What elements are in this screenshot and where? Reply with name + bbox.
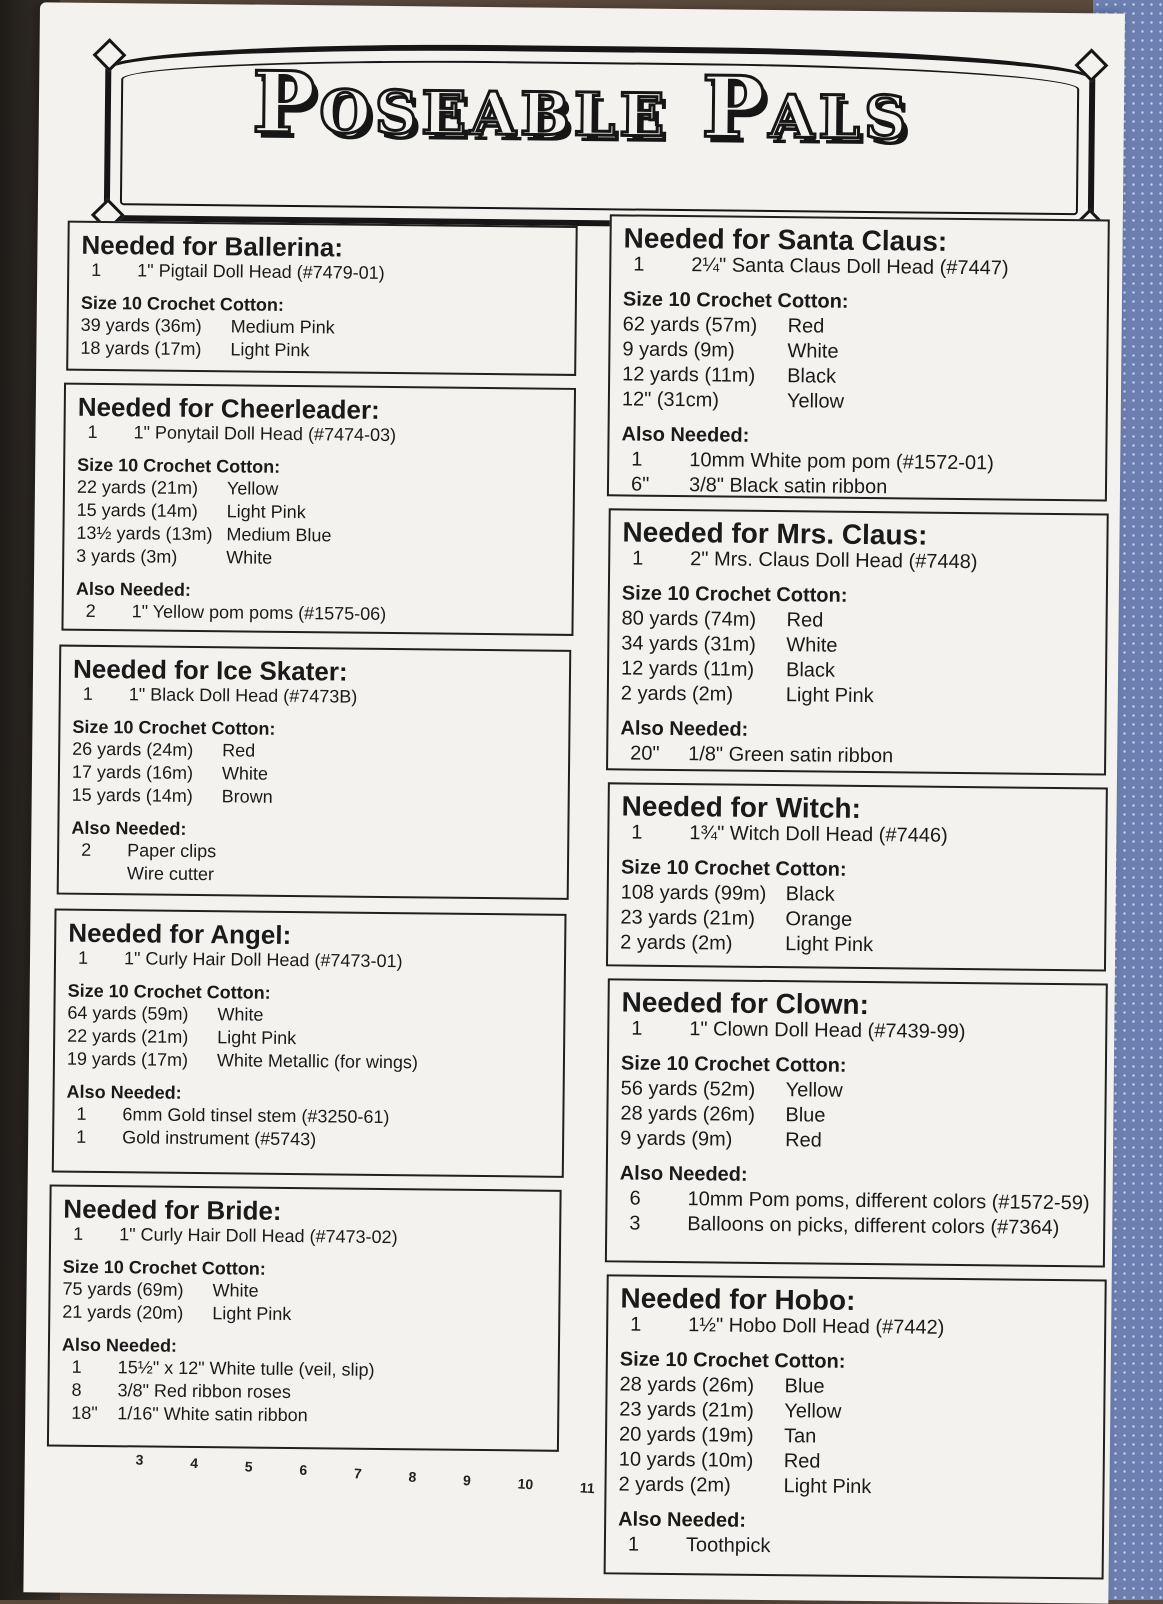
cotton-label: Size 10 Crochet Cotton: [619, 1348, 846, 1373]
section-witch [606, 782, 1108, 971]
also-row: 1 6mm Gold tinsel stem (#3250-61) [76, 1103, 390, 1128]
item-row: 1 1" Pigtail Doll Head (#7479-01) [91, 259, 385, 283]
yarn-row: 15 yards (14m) Brown [71, 784, 273, 807]
section-ice-skater [57, 645, 572, 900]
yarn-row: 39 yards (36m) Medium Pink [80, 314, 335, 338]
item-row: 1 2" Mrs. Claus Doll Head (#7448) [632, 547, 978, 574]
yarn-row: 64 yards (59m) White [67, 1002, 264, 1025]
yarn-row: 34 yards (31m) White [621, 632, 838, 657]
section-bride [47, 1184, 562, 1451]
item-row: 1 1" Black Doll Head (#7473B) [82, 683, 358, 707]
yarn-row: 17 yards (16m) White [71, 761, 269, 784]
yarn-row: 3 yards (3m) White [76, 545, 273, 568]
section-santa-claus [607, 214, 1110, 501]
cotton-label: Size 10 Crochet Cotton: [621, 582, 848, 607]
also-needed-label: Also Needed: [61, 1334, 178, 1356]
cotton-label: Size 10 Crochet Cotton: [77, 454, 281, 477]
item-row: 1 1½" Hobo Doll Head (#7442) [630, 1313, 945, 1339]
page-marker: 5 [244, 1458, 254, 1475]
yarn-row: 23 yards (21m) Orange [620, 906, 853, 931]
also-row: Wire cutter [126, 863, 215, 885]
also-row: 6 10mm Pom poms, different colors (#1572-59) [629, 1187, 1090, 1215]
section-heading: Needed for Clown: [621, 986, 870, 1021]
section-heading: Needed for Angel: [68, 917, 292, 950]
yarn-row: 80 yards (74m) Red [621, 607, 824, 632]
section-heading: Needed for Hobo: [620, 1282, 856, 1316]
item-row: 1 2¼" Santa Claus Doll Head (#7447) [633, 253, 1009, 280]
page-marker: 11 [579, 1479, 596, 1497]
page-markers [134, 1451, 596, 1520]
section-heading: Needed for Ice Skater: [72, 653, 348, 687]
page-marker: 9 [462, 1471, 472, 1489]
yarn-row: 108 yards (99m) Black [620, 881, 835, 906]
yarn-row: 12" (31cm) Yellow [621, 388, 845, 413]
yarn-row: 75 yards (69m) White [62, 1278, 259, 1301]
section-heading: Needed for Santa Claus: [623, 222, 948, 257]
yarn-row: 9 yards (9m) White [622, 338, 839, 363]
section-heading: Needed for Cheerleader: [77, 391, 380, 425]
cotton-label: Size 10 Crochet Cotton: [620, 1052, 847, 1077]
also-needed-label: Also Needed: [619, 1162, 748, 1186]
yarn-row: 26 yards (24m) Red [72, 738, 256, 761]
also-needed-label: Also Needed: [75, 578, 192, 600]
cotton-label: Size 10 Crochet Cotton: [80, 292, 285, 315]
page-marker: 8 [408, 1468, 417, 1486]
yarn-row: 62 yards (57m) Red [622, 313, 825, 338]
section-angel [52, 909, 567, 1178]
also-row: 20" 1/8" Green satin ribbon [630, 742, 894, 768]
yarn-row: 28 yards (26m) Blue [619, 1373, 825, 1398]
yarn-row: 2 yards (2m) Light Pink [618, 1473, 872, 1499]
also-row: 1 10mm White pom pom (#1572-01) [631, 448, 994, 475]
item-row: 1 1¾" Witch Doll Head (#7446) [631, 821, 948, 847]
section-mrs-claus [606, 508, 1109, 775]
item-row: 1 1" Curly Hair Doll Head (#7473-02) [73, 1223, 398, 1248]
yarn-row: 15 yards (14m) Light Pink [76, 499, 306, 523]
also-row: 2 Paper clips [81, 839, 217, 862]
yarn-row: 21 yards (20m) Light Pink [62, 1301, 292, 1325]
section-clown [605, 978, 1108, 1267]
cotton-label: Size 10 Crochet Cotton: [62, 1256, 266, 1279]
also-row: 1 15½" x 12" White tulle (veil, slip) [71, 1356, 375, 1380]
item-row: 1 1" Curly Hair Doll Head (#7473-01) [77, 947, 403, 972]
also-needed-label: Also Needed: [71, 817, 187, 839]
page-marker: 10 [517, 1475, 534, 1493]
section-heading: Needed for Ballerina: [81, 229, 344, 263]
also-row: 1 Gold instrument (#5743) [76, 1126, 317, 1150]
page-marker: 7 [353, 1465, 363, 1482]
section-heading: Needed for Witch: [621, 790, 862, 824]
section-heading: Needed for Mrs. Claus: [622, 516, 928, 551]
section-ballerina [66, 221, 578, 376]
yarn-row: 13½ yards (13m) Medium Blue [76, 522, 332, 546]
yarn-row: 12 yards (11m) Black [620, 657, 836, 682]
also-needed-label: Also Needed: [618, 1508, 747, 1532]
also-needed-label: Also Needed: [621, 423, 750, 447]
also-needed-label: Also Needed: [620, 717, 749, 741]
cotton-label: Size 10 Crochet Cotton: [620, 856, 847, 881]
also-row: 6" 3/8" Black satin ribbon [630, 473, 888, 499]
cotton-label: Size 10 Crochet Cotton: [72, 716, 276, 739]
yarn-row: 19 yards (17m) White Metallic (for wings) [66, 1048, 419, 1073]
yarn-row: 10 yards (10m) Red [618, 1448, 821, 1473]
also-row: 18" 1/16" White satin ribbon [71, 1402, 308, 1426]
page-marker: 4 [189, 1454, 199, 1472]
also-row: 3 Balloons on picks, different colors (#7364) [629, 1212, 1060, 1240]
page-marker: 6 [298, 1461, 308, 1479]
yarn-row: 22 yards (21m) Light Pink [67, 1025, 297, 1049]
page-title: Poseable Pals [251, 52, 912, 159]
also-row: 8 3/8" Red ribbon roses [71, 1379, 292, 1403]
cotton-label: Size 10 Crochet Cotton: [622, 288, 849, 313]
yarn-row: 28 yards (26m) Blue [620, 1102, 826, 1127]
yarn-row: 23 yards (21m) Yellow [619, 1398, 842, 1423]
also-needed-label: Also Needed: [66, 1081, 182, 1103]
yarn-row: 12 yards (11m) Black [622, 363, 837, 388]
section-cheerleader [61, 383, 576, 636]
cotton-label: Size 10 Crochet Cotton: [67, 980, 271, 1003]
section-heading: Needed for Bride: [63, 1193, 282, 1226]
yarn-row: 22 yards (21m) Yellow [76, 476, 279, 499]
booklet-page [23, 2, 1125, 1603]
yarn-row: 56 yards (52m) Yellow [620, 1077, 843, 1102]
yarn-row: 2 yards (2m) Light Pink [620, 682, 874, 708]
yarn-row: 2 yards (2m) Light Pink [620, 931, 874, 957]
page-marker: 3 [135, 1451, 145, 1468]
item-row: 1 1" Clown Doll Head (#7439-99) [631, 1017, 966, 1044]
yarn-row: 18 yards (17m) Light Pink [80, 337, 310, 361]
item-row: 1 1" Ponytail Doll Head (#7474-03) [87, 421, 397, 446]
section-hobo [604, 1274, 1107, 1579]
yarn-row: 9 yards (9m) Red [620, 1127, 822, 1152]
also-row: 2 1" Yellow pom poms (#1575-06) [85, 600, 387, 624]
yarn-row: 20 yards (19m) Tan [618, 1423, 817, 1448]
also-row: 1 Toothpick [627, 1533, 771, 1558]
